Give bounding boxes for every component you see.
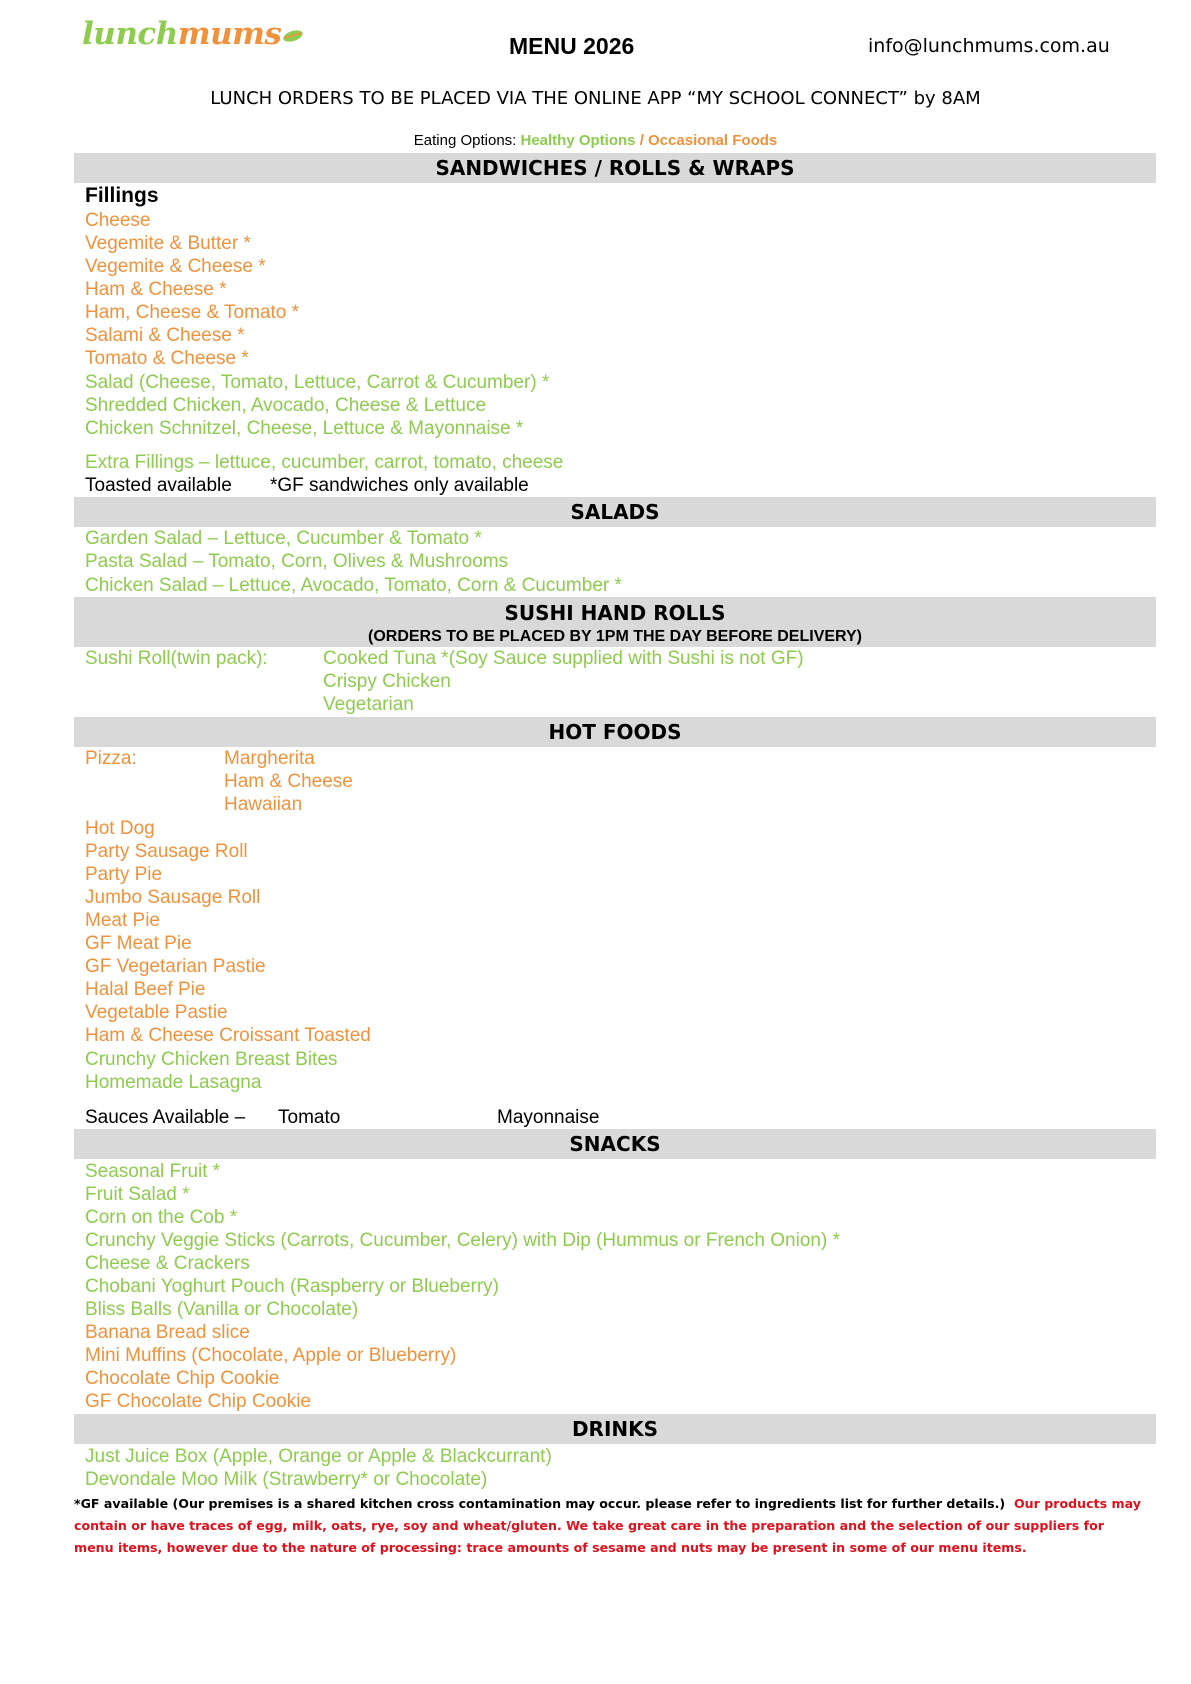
list-item: Margherita xyxy=(224,748,315,769)
list-item: Hawaiian xyxy=(224,794,303,815)
sauces-label: Sauces Available – xyxy=(85,1107,246,1128)
occasional-label: Occasional Foods xyxy=(648,132,778,149)
disclaimer-line-1 xyxy=(74,1493,1141,1515)
list-item: Shredded Chicken, Avocado, Cheese & Lettuce xyxy=(85,395,487,416)
list-item: GF Chocolate Chip Cookie xyxy=(85,1391,311,1412)
list-item: Pasta Salad – Tomato, Corn, Olives & Mushrooms xyxy=(85,551,509,572)
pizza-label: Pizza: xyxy=(85,748,137,769)
sauce-mayonnaise: Mayonnaise xyxy=(497,1107,600,1128)
page-title: MENU 2026 xyxy=(509,33,635,59)
list-item: Just Juice Box (Apple, Orange or Apple & Blackcurrant) xyxy=(85,1446,552,1467)
list-item: Banana Bread slice xyxy=(85,1322,250,1343)
allergen-disclaimer xyxy=(74,1493,1141,1559)
extra-fillings: Extra Fillings – lettuce, cucumber, carrot, tomato, cheese xyxy=(85,452,564,473)
sushi-label: Sushi Roll(twin pack): xyxy=(85,648,268,669)
list-item: Ham & Cheese Croissant Toasted xyxy=(85,1025,371,1046)
list-item: Cheese xyxy=(85,210,151,231)
list-item: Devondale Moo Milk (Strawberry* or Chocolate) xyxy=(85,1469,488,1490)
section-header-salads: SALADS xyxy=(74,497,1156,527)
fillings-label: Fillings xyxy=(85,184,159,207)
list-item: Vegemite & Butter * xyxy=(85,233,251,254)
list-item: Seasonal Fruit * xyxy=(85,1161,221,1182)
sushi-heading: SUSHI HAND ROLLS xyxy=(504,601,726,625)
list-item: Homemade Lasagna xyxy=(85,1072,262,1093)
list-item: Chobani Yoghurt Pouch (Raspberry or Blueberry) xyxy=(85,1276,500,1297)
logo-part-lunch: lunch xyxy=(82,16,178,52)
list-item: Vegetable Pastie xyxy=(85,1002,228,1023)
warning-text-2: contain or have traces of egg, milk, oats, rye, soy and wheat/gluten. We take great care in the preparation and the selection of our suppliers for xyxy=(74,1518,1104,1533)
list-item: Halal Beef Pie xyxy=(85,979,206,1000)
order-note: LUNCH ORDERS TO BE PLACED VIA THE ONLINE APP “MY SCHOOL CONNECT” by 8AM xyxy=(210,88,981,109)
list-item: Fruit Salad * xyxy=(85,1184,190,1205)
section-header-sushi xyxy=(74,597,1156,647)
list-item: Crunchy Veggie Sticks (Carrots, Cucumber, Celery) with Dip (Hummus or French Onion) * xyxy=(85,1230,840,1251)
logo xyxy=(82,16,304,52)
section-header-drinks: DRINKS xyxy=(74,1414,1156,1444)
list-item: Ham, Cheese & Tomato * xyxy=(85,302,300,323)
list-item: Garden Salad – Lettuce, Cucumber & Tomato * xyxy=(85,528,482,549)
section-header-sandwiches: SANDWICHES / ROLLS & WRAPS xyxy=(74,153,1156,183)
warning-text-3: menu items, however due to the nature of processing: trace amounts of sesame and nuts may be present in some of our menu items. xyxy=(74,1540,1027,1555)
list-item: Corn on the Cob * xyxy=(85,1207,238,1228)
healthy-label: Healthy Options xyxy=(520,132,636,149)
toasted-note: Toasted available xyxy=(85,475,232,496)
list-item: Cooked Tuna *(Soy Sauce supplied with Sushi is not GF) xyxy=(323,648,804,669)
leaf-icon xyxy=(282,29,304,43)
list-item: Chicken Salad – Lettuce, Avocado, Tomato, Corn & Cucumber * xyxy=(85,575,622,596)
logo-part-mums: mums xyxy=(177,16,282,52)
list-item: Crunchy Chicken Breast Bites xyxy=(85,1049,338,1070)
gf-note: *GF sandwiches only available xyxy=(270,475,529,496)
list-item: Chocolate Chip Cookie xyxy=(85,1368,280,1389)
list-item: Hot Dog xyxy=(85,818,155,839)
gf-disclaimer: *GF available (Our premises is a shared kitchen cross contamination may occur. please refer to ingredients list for further details.) xyxy=(74,1496,1006,1511)
sauce-tomato: Tomato xyxy=(278,1107,341,1128)
eating-options xyxy=(0,132,1191,149)
list-item: GF Meat Pie xyxy=(85,933,192,954)
list-item: Tomato & Cheese * xyxy=(85,348,249,369)
list-item: GF Vegetarian Pastie xyxy=(85,956,266,977)
sushi-subheading: (ORDERS TO BE PLACED BY 1PM THE DAY BEFORE DELIVERY) xyxy=(367,628,862,645)
list-item: Ham & Cheese xyxy=(224,771,353,792)
list-item: Salad (Cheese, Tomato, Lettuce, Carrot & Cucumber) * xyxy=(85,372,550,393)
list-item: Vegemite & Cheese * xyxy=(85,256,266,277)
list-item: Party Pie xyxy=(85,864,163,885)
section-header-snacks: SNACKS xyxy=(74,1129,1156,1159)
list-item: Salami & Cheese * xyxy=(85,325,245,346)
separator: / xyxy=(639,132,644,149)
list-item: Meat Pie xyxy=(85,910,160,931)
warning-text-1: Our products may xyxy=(1013,1496,1141,1511)
list-item: Chicken Schnitzel, Cheese, Lettuce & Mayonnaise * xyxy=(85,418,524,439)
list-item: Vegetarian xyxy=(323,694,414,715)
list-item: Bliss Balls (Vanilla or Chocolate) xyxy=(85,1299,359,1320)
section-header-hot-foods: HOT FOODS xyxy=(74,717,1156,747)
list-item: Jumbo Sausage Roll xyxy=(85,887,261,908)
list-item: Party Sausage Roll xyxy=(85,841,248,862)
list-item: Crispy Chicken xyxy=(323,671,451,692)
email-link[interactable]: info@lunchmums.com.au xyxy=(868,35,1110,57)
list-item: Cheese & Crackers xyxy=(85,1253,250,1274)
list-item: Ham & Cheese * xyxy=(85,279,227,300)
eating-options-label: Eating Options: xyxy=(413,132,517,149)
list-item: Mini Muffins (Chocolate, Apple or Blueberry) xyxy=(85,1345,457,1366)
